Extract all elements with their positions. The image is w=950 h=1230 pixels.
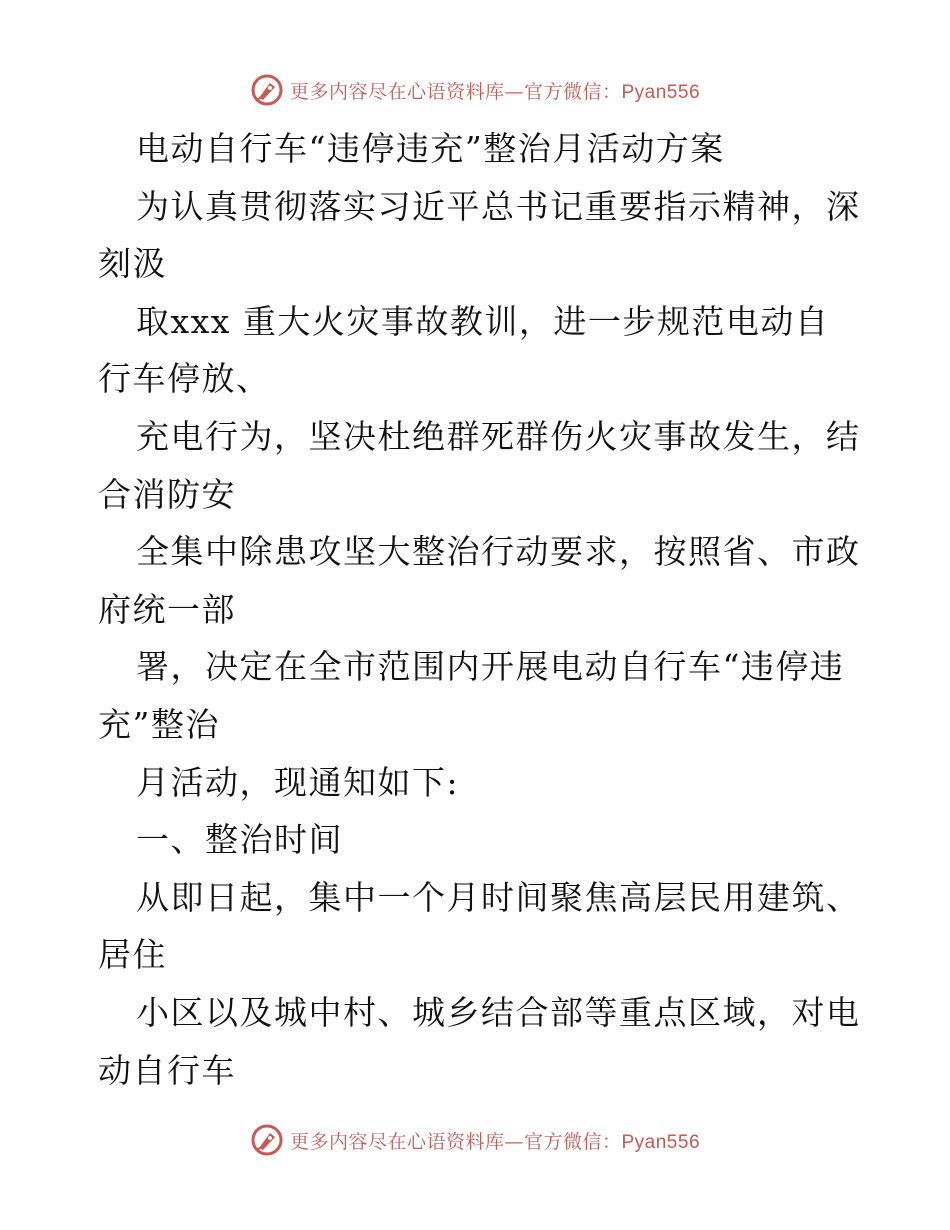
paragraph-line: 动自行车 bbox=[98, 1050, 236, 1090]
pen-nib-logo-icon bbox=[250, 1123, 284, 1157]
footer-banner-text: 更多内容尽在心语资料库—官方微信：Pyan556 bbox=[289, 1130, 701, 1153]
header-banner-inner bbox=[250, 73, 700, 107]
paragraph-line: 刻汲 bbox=[98, 244, 167, 284]
paragraph-line: 为认真贯彻落实习近平总书记重要指示精神，深 bbox=[136, 186, 861, 226]
paragraph-line: 月活动，现通知如下: bbox=[136, 762, 460, 802]
pen-nib-logo-icon bbox=[250, 73, 284, 107]
footer-wechat-id: Pyan556 bbox=[621, 1131, 701, 1153]
footer-banner-inner bbox=[250, 1123, 700, 1157]
paragraph-line: 合消防安 bbox=[98, 474, 236, 514]
paragraph-line: 从即日起，集中一个月时间聚焦高层民用建筑、 bbox=[136, 877, 861, 917]
paragraph-line: 全集中除患攻坚大整治行动要求，按照省、市政 bbox=[136, 532, 861, 572]
footer-banner bbox=[0, 1120, 950, 1160]
document-body bbox=[98, 120, 861, 1099]
paragraph-line: 署，决定在全市范围内开展电动自行车“违停违 bbox=[136, 647, 845, 687]
document-title: 电动自行车“违停违充”整治月活动方案 bbox=[136, 129, 725, 168]
paragraph-line: 充电行为，坚决杜绝群死群伤火灾事故发生，结 bbox=[136, 416, 861, 456]
paragraph-line: 取xxx 重大火灾事故教训，进一步规范电动自 bbox=[136, 301, 830, 341]
paragraph-line: 小区以及城中村、城乡结合部等重点区域，对电 bbox=[136, 992, 861, 1032]
paragraph-line: 行车停放、 bbox=[98, 359, 271, 399]
paragraph-line: 府统一部 bbox=[98, 589, 236, 629]
paragraph-line: 居住 bbox=[98, 935, 167, 975]
header-wechat-id: Pyan556 bbox=[621, 81, 701, 103]
header-banner-text: 更多内容尽在心语资料库—官方微信：Pyan556 bbox=[289, 80, 701, 103]
header-banner bbox=[0, 70, 950, 110]
paragraph-line: 充”整治 bbox=[98, 704, 220, 744]
section-heading: 一、整治时间 bbox=[136, 820, 343, 860]
